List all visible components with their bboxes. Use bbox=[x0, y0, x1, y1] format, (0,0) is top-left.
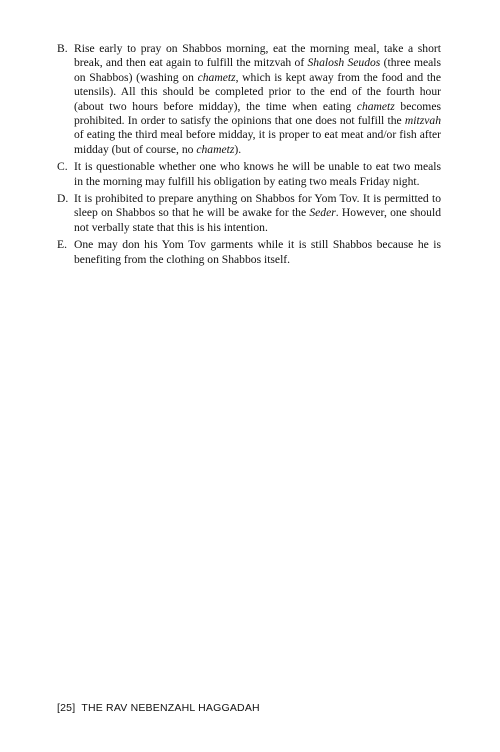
page-footer bbox=[57, 702, 260, 714]
instruction-list bbox=[57, 42, 441, 270]
italic-term: chametz bbox=[197, 70, 236, 84]
text-segment: , which is kept away from the food and the utensils). All this should be completed prior to the end of the fourth hour (about two hours before midday), the time when eating bbox=[74, 70, 441, 113]
item-letter: E. bbox=[57, 238, 67, 252]
page-number: [25] bbox=[57, 702, 76, 714]
item-letter: C. bbox=[57, 160, 68, 174]
text-segment: . However, one should not verbally state that this is his intention. bbox=[74, 206, 441, 234]
italic-term: Shalosh Seudos bbox=[307, 56, 381, 70]
text-segment: becomes prohibited. In order to satisfy the opinions that one does not fulfill the bbox=[74, 99, 441, 128]
item-text bbox=[74, 238, 441, 267]
text-segment: of eating the third meal before midday, it is proper to eat meat and/or fish after midday (but of course, no bbox=[74, 128, 441, 156]
text-segment: (three meals on Shabbos) (washing on bbox=[74, 56, 441, 84]
italic-term: chametz bbox=[196, 142, 235, 156]
list-item bbox=[57, 238, 441, 267]
list-item bbox=[57, 160, 441, 189]
text-segment: It is prohibited to prepare anything on Shabbos for Yom Tov. It is permitted to sleep on Shabbos so that he will be awake for the bbox=[74, 192, 441, 220]
item-letter: D. bbox=[57, 192, 69, 206]
item-text bbox=[74, 42, 441, 157]
italic-term: Seder bbox=[309, 206, 336, 220]
text-segment: ). bbox=[234, 142, 242, 156]
running-title: THE RAV NEBENZAHL HAGGADAH bbox=[81, 702, 260, 714]
text-segment: Rise early to pray on Shabbos morning, eat the morning meal, take a short break, and then eat again to fulfill the mitzvah of bbox=[74, 42, 441, 70]
item-text bbox=[74, 192, 441, 235]
italic-term: mitzvah bbox=[404, 114, 441, 128]
text-segment: It is questionable whether one who knows he will be unable to eat two meals in the morning may fulfill his obligation by eating two meals Friday night. bbox=[74, 160, 441, 188]
list-item bbox=[57, 42, 441, 157]
italic-term: chametz bbox=[356, 99, 395, 113]
list-item bbox=[57, 192, 441, 235]
text-segment: One may don his Yom Tov garments while it is still Shabbos because he is benefiting from the clothing on Shabbos itself. bbox=[74, 238, 441, 266]
item-text bbox=[74, 160, 441, 189]
item-letter: B. bbox=[57, 42, 68, 55]
